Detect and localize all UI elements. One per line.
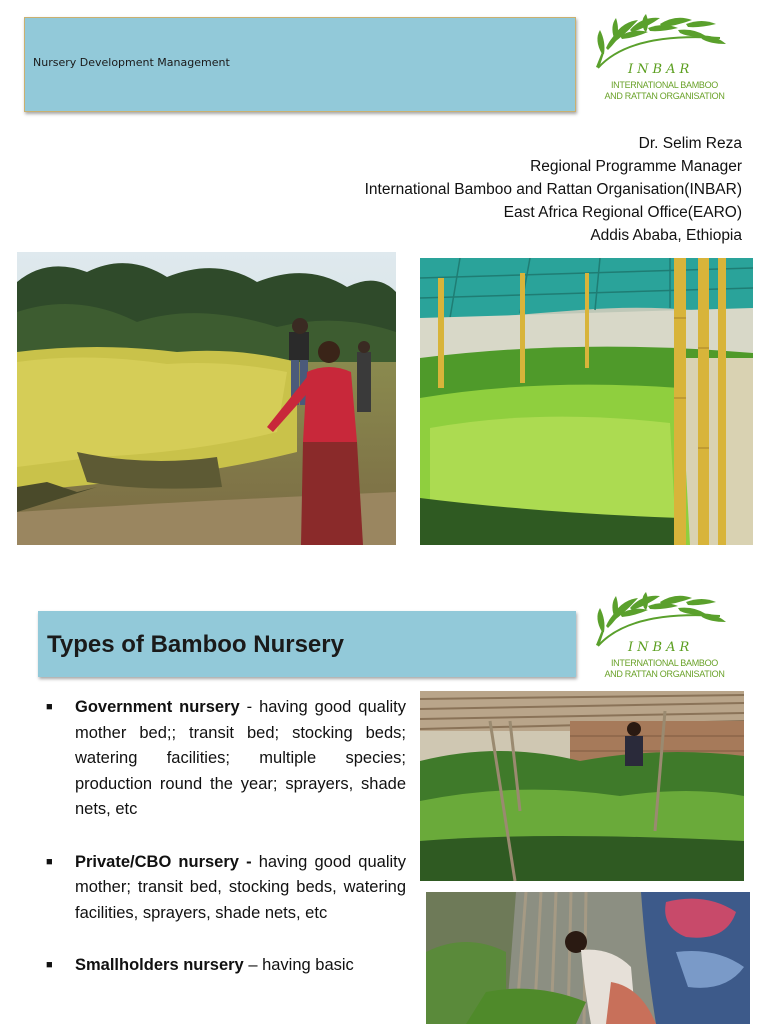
- square-bullet-icon: ■: [46, 855, 53, 868]
- list-item: [46, 953, 406, 979]
- logo-org-name: INTERNATIONAL BAMBOO AND RATTAN ORGANISATION: [604, 80, 725, 101]
- list-item: [46, 695, 406, 823]
- nursery-types-list: [46, 695, 406, 1006]
- inbar-logo: [590, 590, 740, 685]
- author-block: [365, 132, 742, 247]
- logo-org-name: INTERNATIONAL BAMBOO AND RATTAN ORGANISATION: [604, 658, 725, 679]
- author-name: Dr. Selim Reza: [638, 135, 742, 152]
- slide-title: Types of Bamboo Nursery: [47, 631, 344, 658]
- author-organisation: International Bamboo and Rattan Organisation(INBAR): [364, 181, 742, 198]
- bullet-term: Government nursery: [75, 698, 240, 716]
- author-office: East Africa Regional Office(EARO): [503, 204, 742, 221]
- logo-wordmark: INBAR: [628, 640, 694, 655]
- photo-woman-in-nursery: [426, 892, 750, 1024]
- bullet-text: having good quality mother; transit bed, stocking beds, watering facilities, sprayers, shade nets, etc: [75, 852, 406, 922]
- logo-wordmark: INBAR: [628, 62, 694, 77]
- bullet-text: - having good quality mother bed;; transit bed; stocking beds; watering facilities; multiple species; production round the year; sprayers, shade nets, etc: [75, 698, 406, 818]
- author-role: Regional Programme Manager: [530, 158, 742, 175]
- bullet-text: – having basic: [243, 956, 354, 974]
- photo-field-nursery: [17, 252, 396, 545]
- presentation-title: Nursery Development Management: [33, 56, 230, 69]
- list-item: [46, 850, 406, 927]
- bullet-term: Private/CBO nursery -: [75, 852, 252, 871]
- title-banner: [38, 611, 576, 677]
- author-location: Addis Ababa, Ethiopia: [590, 227, 742, 244]
- inbar-logo: [590, 12, 740, 107]
- title-banner: [24, 17, 576, 112]
- slide-types-of-nursery: [0, 585, 768, 1024]
- bullet-term: Smallholders nursery: [75, 956, 244, 974]
- photo-shed-nursery: [420, 691, 744, 881]
- square-bullet-icon: ■: [46, 701, 53, 713]
- photo-shade-net-nursery: [420, 258, 753, 545]
- square-bullet-icon: ■: [46, 959, 53, 971]
